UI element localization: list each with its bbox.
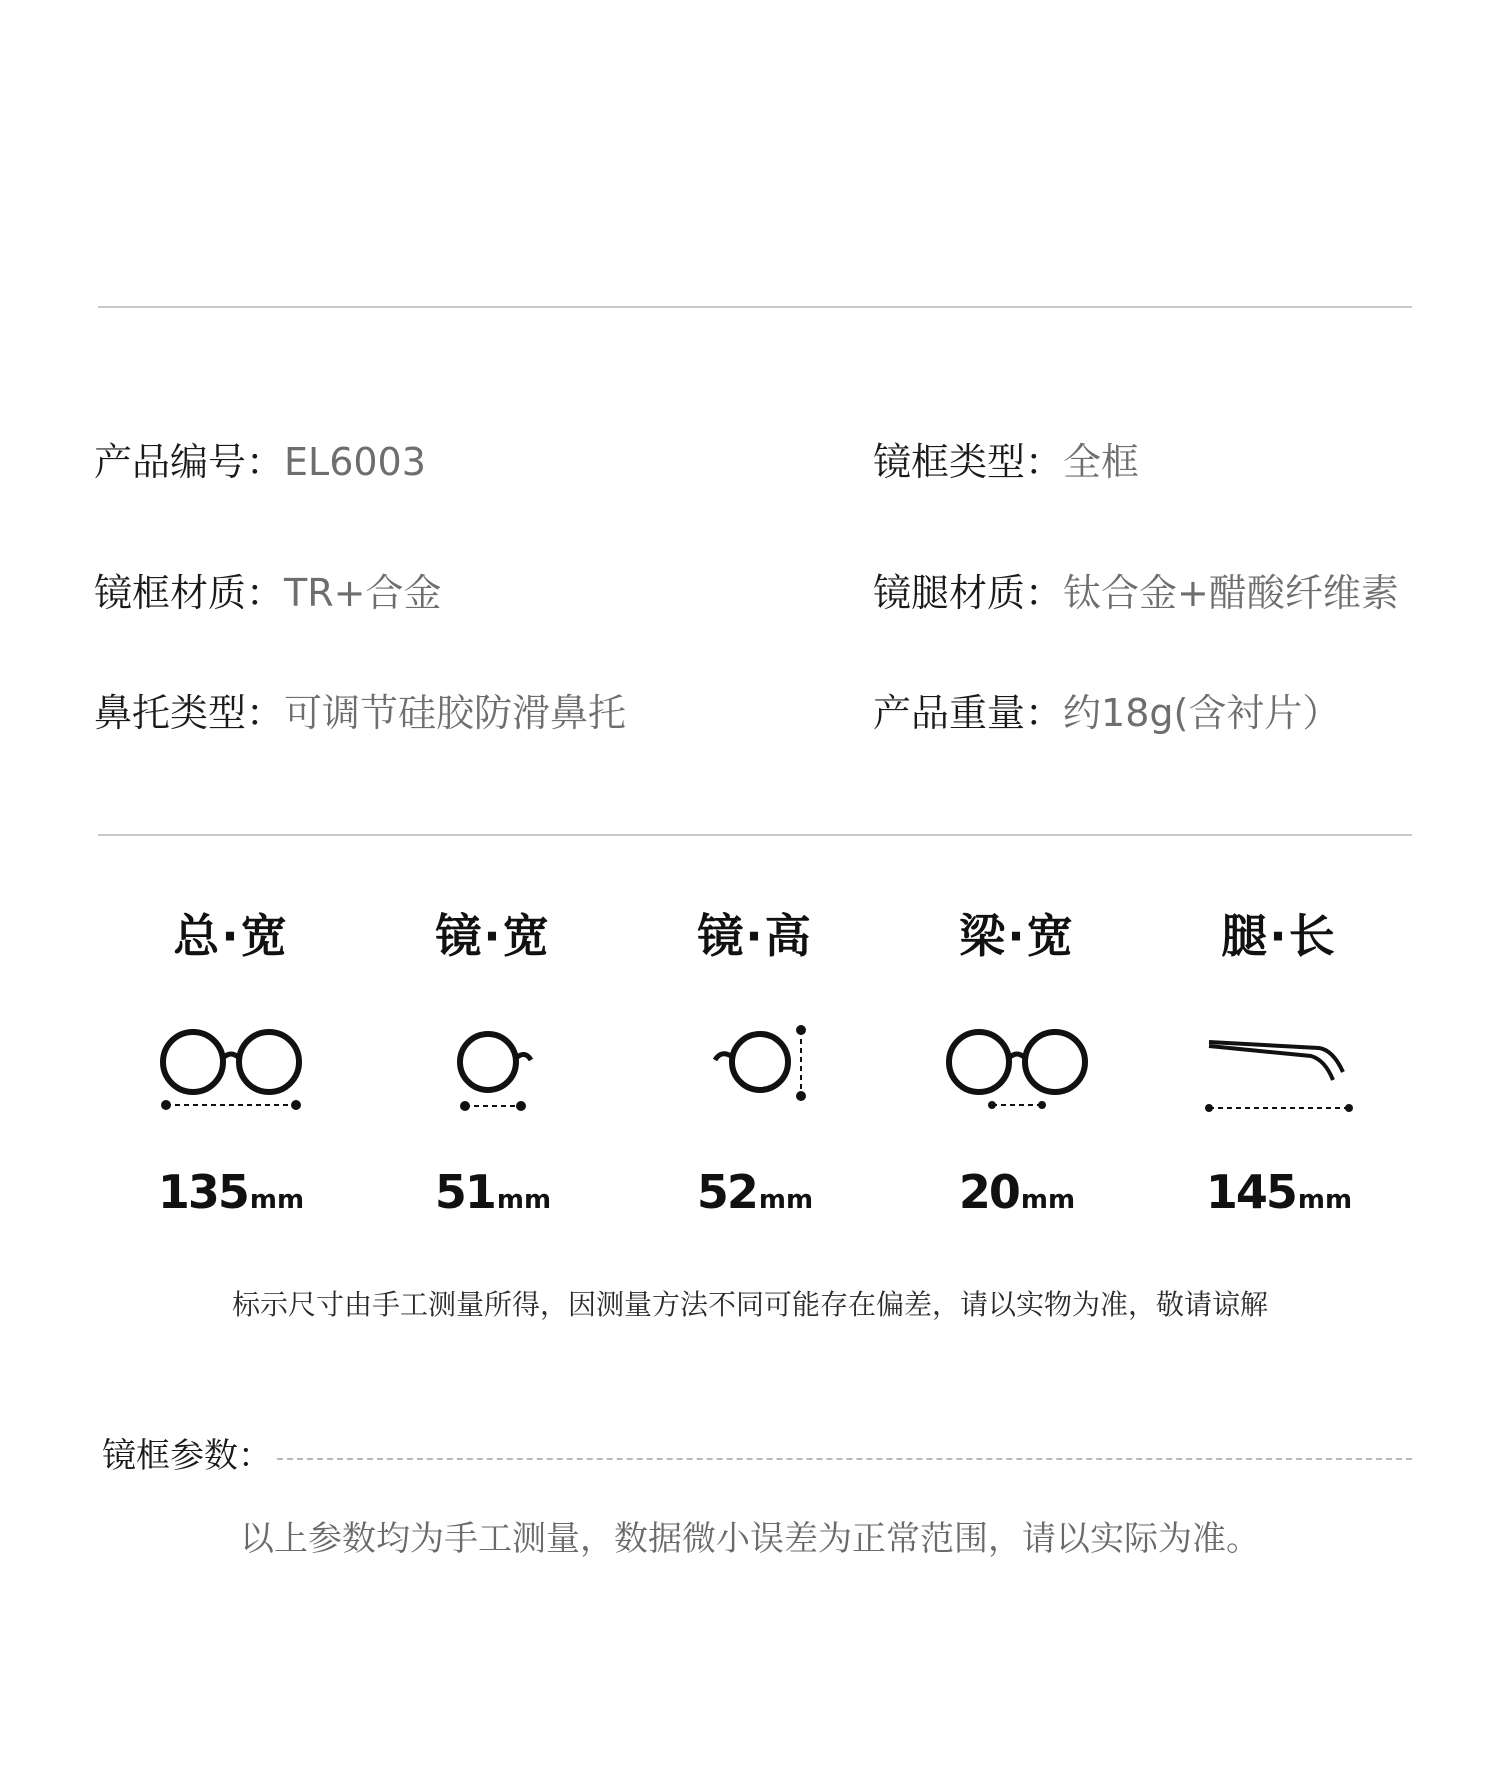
dimension-title: 总·宽 — [173, 909, 289, 963]
dimension-number: 135 — [157, 1165, 248, 1219]
spec-frame-material — [94, 570, 441, 616]
dimension-number: 20 — [958, 1165, 1019, 1219]
dimension-title: 镜·高 — [697, 909, 813, 963]
dimension-unit: mm — [1020, 1185, 1076, 1215]
temple-length-icon — [1199, 1020, 1359, 1120]
dimension-total-width — [100, 880, 362, 1240]
dimension-number: 145 — [1205, 1165, 1296, 1219]
spec-label: 产品编号： — [94, 440, 285, 484]
spec-product-code — [94, 439, 426, 485]
spec-label: 镜框材质： — [94, 571, 285, 615]
lens-height-icon — [675, 1020, 835, 1120]
spec-label: 镜框类型： — [873, 440, 1064, 484]
dimension-unit: mm — [758, 1185, 814, 1215]
dimension-value — [886, 1165, 1148, 1219]
spec-value: 可调节硅胶防滑鼻托 — [284, 691, 627, 735]
dimension-bridge-width — [886, 880, 1148, 1240]
dimension-unit: mm — [496, 1185, 552, 1215]
spec-label: 镜腿材质： — [873, 571, 1064, 615]
dimension-value — [362, 1165, 624, 1219]
dimension-unit: mm — [249, 1185, 305, 1215]
dimension-temple-length — [1148, 880, 1410, 1240]
dimension-lens-height — [624, 880, 886, 1240]
spec-value: EL6003 — [284, 440, 426, 484]
spec-temple-material — [873, 570, 1399, 616]
frame-params-label: 镜框参数： — [102, 1436, 272, 1476]
dimension-value — [100, 1165, 362, 1219]
bridge-width-icon — [937, 1020, 1097, 1120]
params-note: 以上参数均为手工测量，数据微小误差为正常范围，请以实际为准。 — [240, 1519, 1260, 1559]
dimension-number: 52 — [696, 1165, 757, 1219]
spec-label: 产品重量： — [873, 691, 1064, 735]
dimension-value — [624, 1165, 886, 1219]
frame-params-row — [102, 1428, 1412, 1478]
spec-value: 钛合金+醋酸纤维素 — [1063, 571, 1399, 615]
dimension-lens-width — [362, 880, 624, 1240]
top-divider — [98, 306, 1412, 308]
dimension-title: 梁·宽 — [959, 909, 1075, 963]
dimension-title: 镜·宽 — [435, 909, 551, 963]
dimension-value — [1148, 1165, 1410, 1219]
spec-label: 鼻托类型： — [94, 691, 285, 735]
dimension-title: 腿·长 — [1221, 909, 1337, 963]
dimension-unit: mm — [1297, 1185, 1353, 1215]
spec-value: TR+合金 — [284, 571, 442, 615]
measurement-note: 标示尺寸由手工测量所得，因测量方法不同可能存在偏差，请以实物为准，敬请谅解 — [231, 1288, 1268, 1321]
params-dashed-divider — [277, 1458, 1412, 1460]
spec-value: 全框 — [1063, 440, 1140, 484]
dimension-number: 51 — [434, 1165, 495, 1219]
dimensions-panel — [100, 880, 1410, 1240]
spec-weight — [873, 690, 1340, 736]
spec-value: 约18g(含衬片） — [1063, 691, 1341, 735]
middle-divider — [98, 834, 1412, 836]
spec-nose-pad — [94, 690, 626, 736]
lens-width-icon — [413, 1020, 573, 1120]
total-width-icon — [151, 1020, 311, 1120]
spec-frame-type — [873, 439, 1139, 485]
